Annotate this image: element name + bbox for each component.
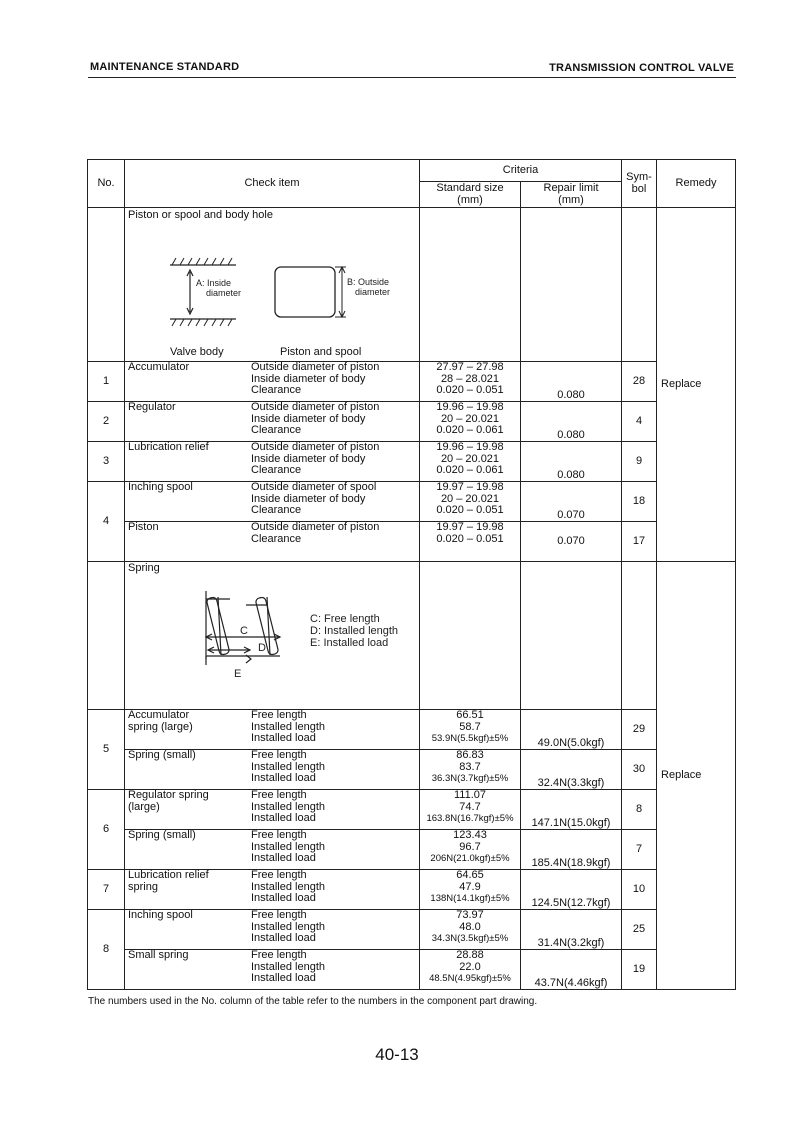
piston-section-no-blank xyxy=(88,208,125,362)
std-lengths: 123.43 96.7 xyxy=(453,829,487,853)
repair-limit: 124.5N(12.7kgf) xyxy=(521,870,622,910)
label-inside-diameter: A: Inside diameter xyxy=(196,277,242,298)
check-items: Free length Installed length Installed load xyxy=(251,909,325,945)
std-lengths: 64.65 47.9 xyxy=(456,869,484,893)
piston-remedy: Replace xyxy=(657,208,736,562)
std-lengths: 66.51 58.7 xyxy=(456,709,484,733)
symbol: 10 xyxy=(622,870,657,910)
row-no: 8 xyxy=(88,910,125,990)
symbol: 25 xyxy=(622,910,657,950)
label-free-length: C: Free length xyxy=(310,612,380,625)
check-item-cell xyxy=(125,750,420,790)
check-item-cell xyxy=(125,522,420,562)
spring-diagram xyxy=(128,575,418,695)
std-load: 48.5N(4.95kgf)±5% xyxy=(429,973,511,985)
spring-section-no-blank xyxy=(88,562,125,710)
repair-limit: 147.1N(15.0kgf) xyxy=(521,790,622,830)
part-name: Inching spool xyxy=(128,909,193,922)
spring-mark-d: D xyxy=(258,641,266,654)
piston-body-diagram xyxy=(128,222,408,350)
part-name: Lubrication relief spring xyxy=(128,869,209,893)
check-item-cell xyxy=(125,790,420,830)
table-footnote: The numbers used in the No. column of the table refer to the numbers in the component part drawing. xyxy=(88,996,538,1007)
header-right-title: TRANSMISSION CONTROL VALVE xyxy=(549,62,734,74)
standard-size xyxy=(420,790,521,830)
symbol: 30 xyxy=(622,750,657,790)
repair-limit: 0.080 xyxy=(521,362,622,402)
spring-section-title: Spring xyxy=(128,562,160,575)
part-name: Regulator spring (large) xyxy=(128,789,209,813)
header-left-title: MAINTENANCE STANDARD xyxy=(90,61,240,73)
symbol: 28 xyxy=(622,362,657,402)
check-items: Outside diameter of piston Clearance xyxy=(251,521,380,545)
check-items: Free length Installed length Installed load xyxy=(251,829,325,865)
std-load: 53.9N(5.5kgf)±5% xyxy=(431,733,509,745)
row-no: 2 xyxy=(88,402,125,442)
std-load: 138N(14.1kgf)±5% xyxy=(430,893,510,905)
symbol: 7 xyxy=(622,830,657,870)
label-piston-and-spool: Piston and spool xyxy=(280,346,362,359)
check-items: Outside diameter of piston Inside diameter of body Clearance xyxy=(251,401,380,437)
label-installed-length: D: Installed length xyxy=(310,624,399,637)
standard-size: 27.97 – 27.98 28 – 28.021 0.020 – 0.051 xyxy=(420,362,521,402)
check-item-cell xyxy=(125,870,420,910)
check-item-cell xyxy=(125,710,420,750)
repair-limit: 32.4N(3.3kgf) xyxy=(521,750,622,790)
spring-mark-e: E xyxy=(234,667,242,680)
check-item-cell xyxy=(125,950,420,990)
spring-mark-c: C xyxy=(240,624,248,637)
repair-limit: 185.4N(18.9kgf) xyxy=(521,830,622,870)
piston-section-cell xyxy=(125,208,420,362)
part-name: Regulator xyxy=(128,401,176,414)
standard-size xyxy=(420,950,521,990)
piston-section-title: Piston or spool and body hole xyxy=(128,209,273,221)
col-header-standard-size: Standard size (mm) xyxy=(420,182,521,208)
std-lengths: 73.97 48.0 xyxy=(456,909,484,933)
standard-size: 19.97 – 19.98 20 – 20.021 0.020 – 0.051 xyxy=(420,482,521,522)
check-item-cell xyxy=(125,910,420,950)
spring-section-cell xyxy=(125,562,420,710)
repair-limit: 49.0N(5.0kgf) xyxy=(521,710,622,750)
piston-shape xyxy=(275,267,335,317)
symbol: 19 xyxy=(622,950,657,990)
check-items: Free length Installed length Installed load xyxy=(251,869,325,905)
label-valve-body: Valve body xyxy=(170,346,224,359)
std-load: 206N(21.0kgf)±5% xyxy=(430,853,510,865)
check-items: Free length Installed length Installed load xyxy=(251,749,325,785)
row-no: 6 xyxy=(88,790,125,870)
col-header-symbol: Sym- bol xyxy=(622,160,657,208)
standard-size: 19.96 – 19.98 20 – 20.021 0.020 – 0.061 xyxy=(420,442,521,482)
piston-diagram-std-blank xyxy=(420,208,521,362)
std-lengths: 28.88 22.0 xyxy=(456,949,484,973)
part-name: Piston xyxy=(128,521,159,534)
standard-size xyxy=(420,710,521,750)
label-installed-load: E: Installed load xyxy=(310,636,389,649)
part-name: Lubrication relief xyxy=(128,441,209,454)
std-lengths: 86.83 83.7 xyxy=(456,749,484,773)
check-item-cell xyxy=(125,402,420,442)
std-load: 163.8N(16.7kgf)±5% xyxy=(426,813,514,825)
standard-size: 19.96 – 19.98 20 – 20.021 0.020 – 0.061 xyxy=(420,402,521,442)
check-item-cell xyxy=(125,482,420,522)
std-lengths: 111.07 74.7 xyxy=(453,789,486,813)
symbol: 29 xyxy=(622,710,657,750)
page-number: 40-13 xyxy=(375,1045,419,1064)
part-name: Accumulator spring (large) xyxy=(128,709,193,733)
col-header-check-item: Check item xyxy=(125,160,420,208)
repair-limit: 0.070 xyxy=(521,482,622,522)
check-item-cell xyxy=(125,362,420,402)
check-items: Outside diameter of spool Inside diameter of body Clearance xyxy=(251,481,377,517)
part-name: Small spring xyxy=(128,949,189,962)
check-items: Outside diameter of piston Inside diameter of body Clearance xyxy=(251,361,380,397)
repair-limit: 0.080 xyxy=(521,402,622,442)
check-items: Free length Installed length Installed load xyxy=(251,949,325,985)
standard-size xyxy=(420,910,521,950)
spring-diagram-rep-blank xyxy=(521,562,622,710)
piston-diagram-rep-blank xyxy=(521,208,622,362)
symbol: 8 xyxy=(622,790,657,830)
check-item-cell xyxy=(125,442,420,482)
symbol: 9 xyxy=(622,442,657,482)
check-items: Outside diameter of piston Inside diameter of body Clearance xyxy=(251,441,380,477)
col-header-no: No. xyxy=(88,160,125,208)
spring-diagram-std-blank xyxy=(420,562,521,710)
std-load: 34.3N(3.5kgf)±5% xyxy=(431,933,509,945)
check-items: Free length Installed length Installed load xyxy=(251,709,325,745)
repair-limit: 0.070 xyxy=(521,522,622,562)
col-header-criteria: Criteria xyxy=(420,160,622,182)
row-no: 7 xyxy=(88,870,125,910)
std-load: 36.3N(3.7kgf)±5% xyxy=(431,773,509,785)
row-no: 4 xyxy=(88,482,125,562)
symbol: 17 xyxy=(622,522,657,562)
standard-size xyxy=(420,870,521,910)
part-name: Spring (small) xyxy=(128,829,196,842)
row-no: 5 xyxy=(88,710,125,790)
label-outside-diameter: B: Outside diameter xyxy=(347,276,391,297)
part-name: Spring (small) xyxy=(128,749,196,762)
repair-limit: 31.4N(3.2kgf) xyxy=(521,910,622,950)
part-name: Accumulator xyxy=(128,361,190,374)
spring-remedy: Replace xyxy=(657,562,736,990)
header-rule xyxy=(88,77,736,78)
part-name: Inching spool xyxy=(128,481,193,494)
standard-size xyxy=(420,830,521,870)
repair-limit: 0.080 xyxy=(521,442,622,482)
standard-size xyxy=(420,750,521,790)
maintenance-standard-table xyxy=(87,159,736,990)
col-header-remedy: Remedy xyxy=(657,160,736,208)
col-header-repair-limit: Repair limit (mm) xyxy=(521,182,622,208)
standard-size: 19.97 – 19.98 0.020 – 0.051 xyxy=(420,522,521,562)
symbol: 18 xyxy=(622,482,657,522)
check-items: Free length Installed length Installed load xyxy=(251,789,325,825)
row-no: 1 xyxy=(88,362,125,402)
symbol: 4 xyxy=(622,402,657,442)
spring-diagram-sym-blank xyxy=(622,562,657,710)
piston-diagram-sym-blank xyxy=(622,208,657,362)
check-item-cell xyxy=(125,830,420,870)
row-no: 3 xyxy=(88,442,125,482)
repair-limit: 43.7N(4.46kgf) xyxy=(521,950,622,990)
